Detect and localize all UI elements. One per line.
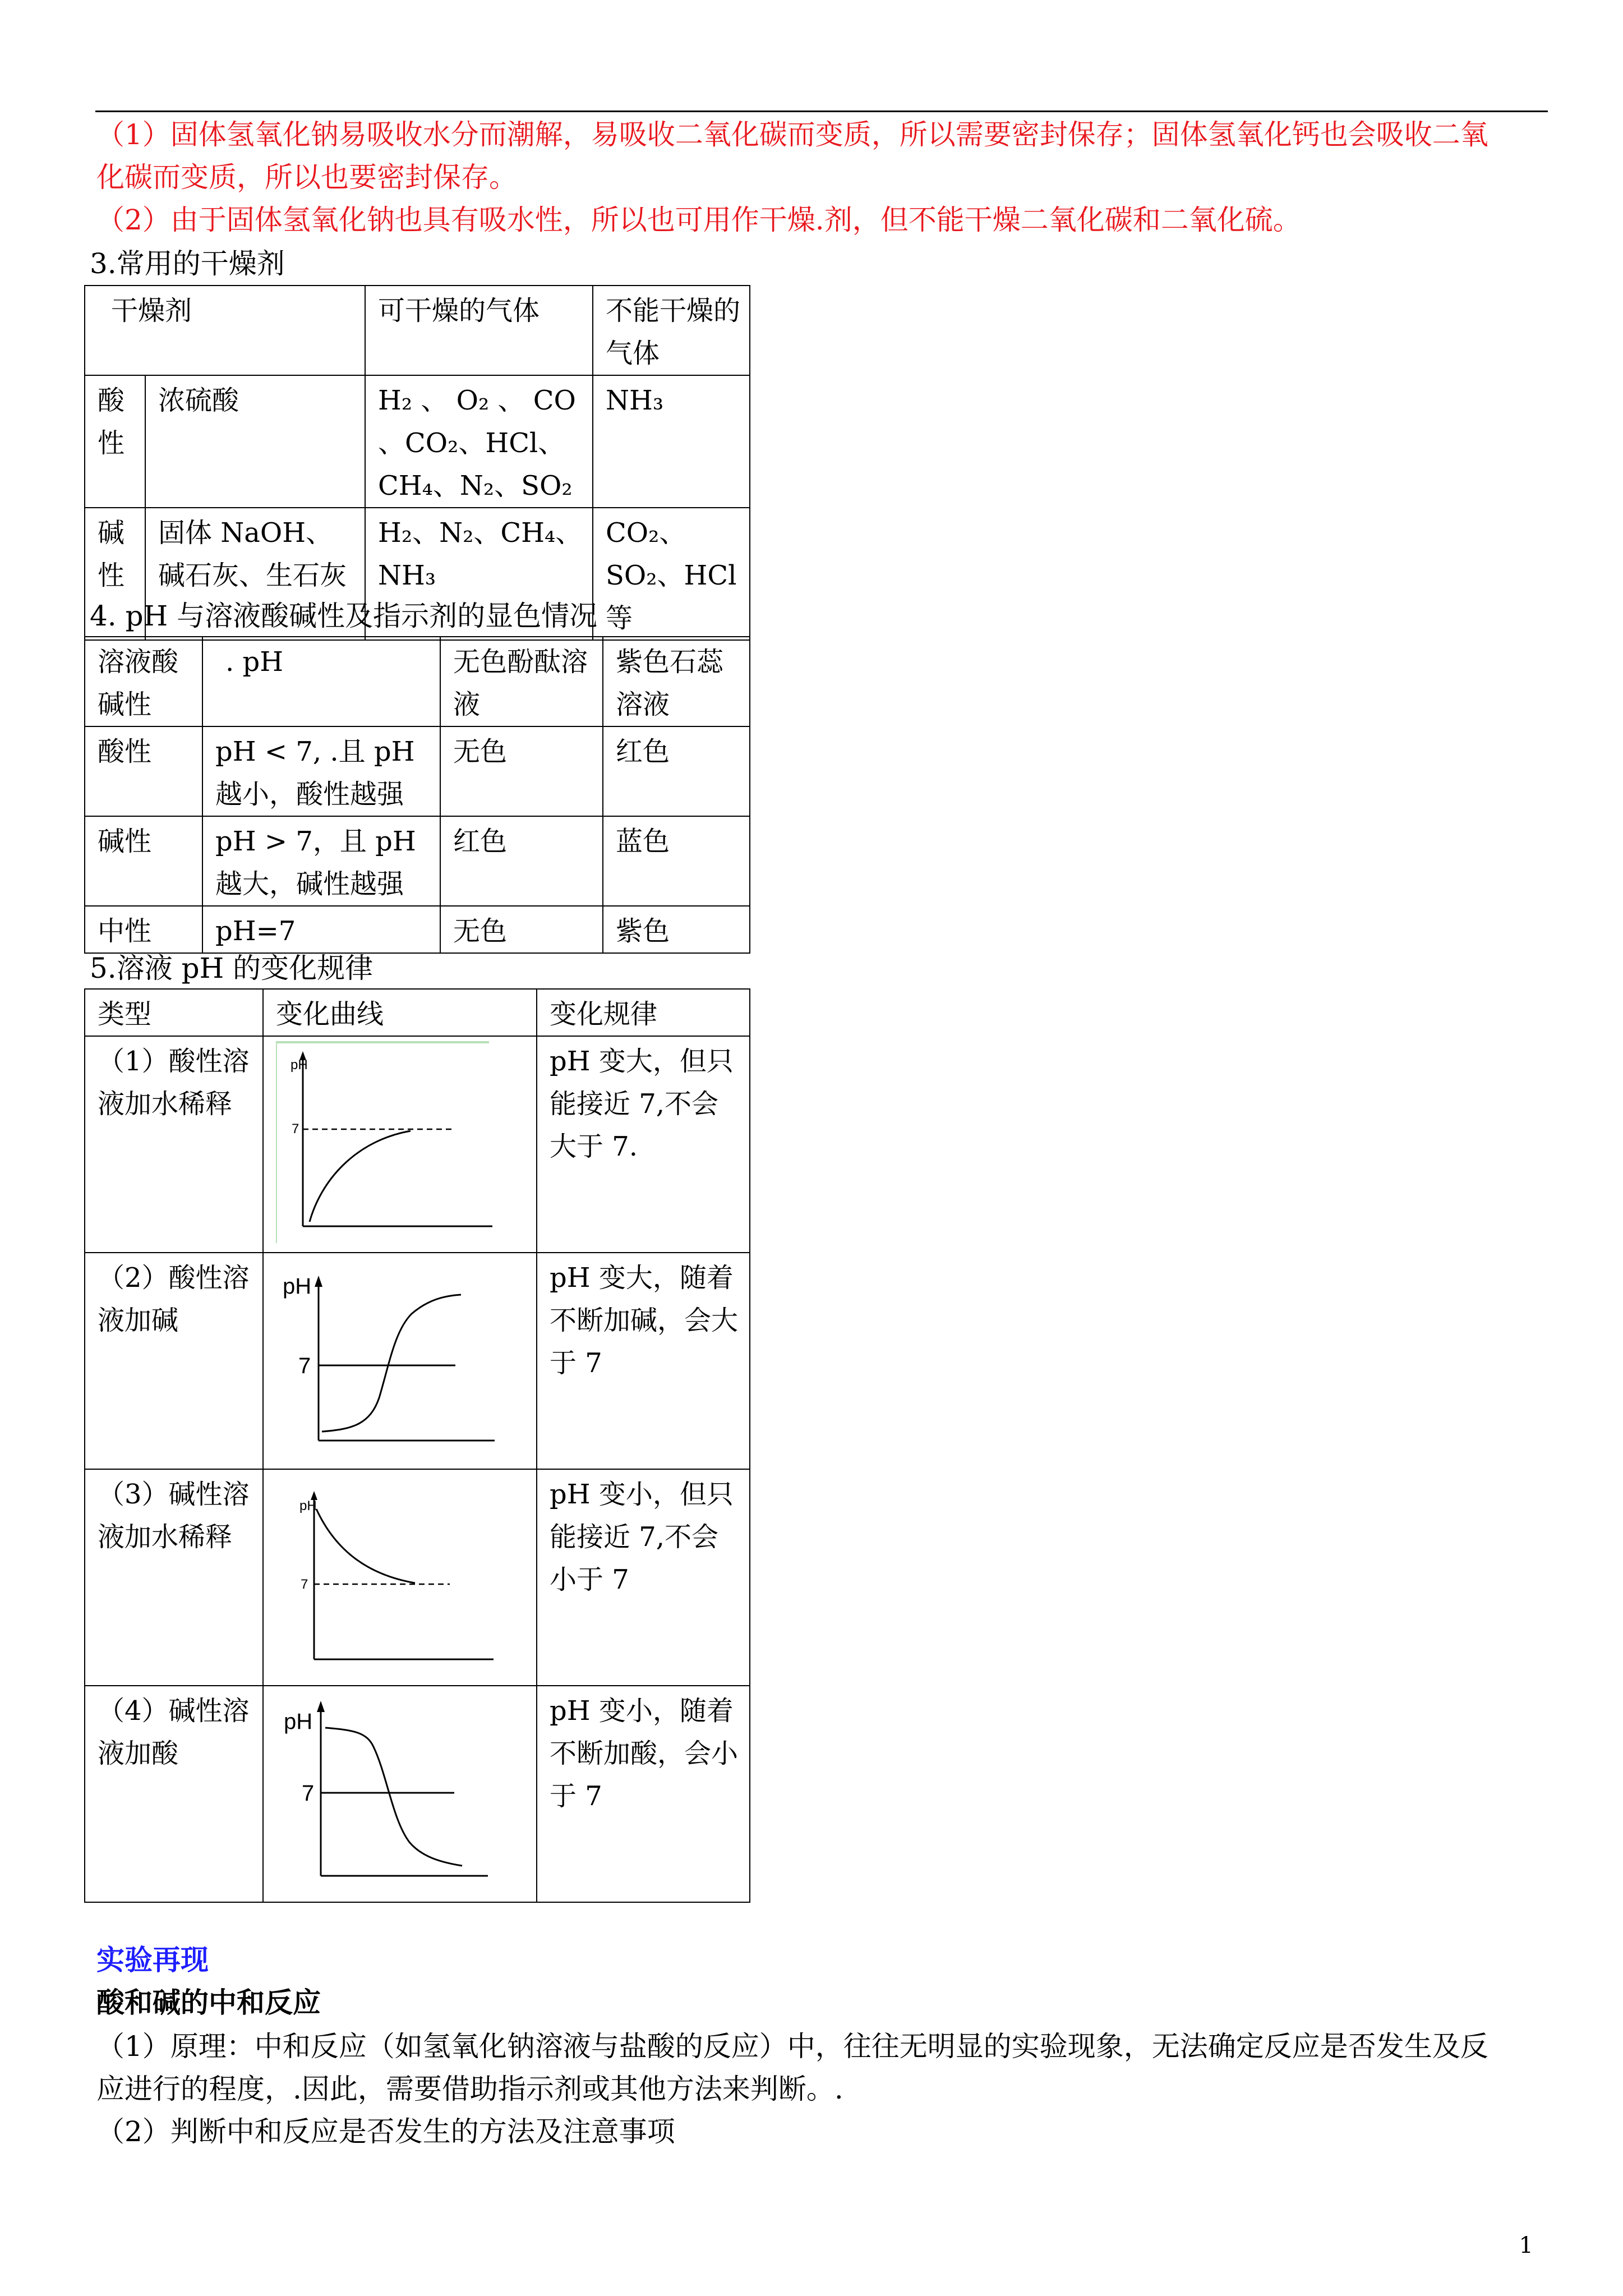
curve-acid-dilution [263,1036,537,1253]
cell-cannot-dry: CO₂、SO₂、HCl 等 [593,508,750,640]
y-axis-label: pH [291,1057,308,1073]
intro-line-3: （2）由于固体氢氧化钠也具有吸水性，所以也可用作干燥.剂，但不能干燥二氧化碳和二氧化硫。 [96,204,1301,236]
table-row [85,726,750,816]
cell-phenolphthalein: 红色 [440,816,603,906]
ph7-label: 7 [301,1577,308,1592]
table-row [85,637,750,726]
ph7-label: 7 [298,1354,311,1378]
y-axis-label: pH [284,1709,313,1734]
cell-type: （3）碱性溶液加水稀释 [85,1469,263,1686]
ph-curve-graph [275,1258,499,1461]
header-curve: 变化曲线 [263,989,537,1036]
header-ph: . pH [202,637,440,726]
table-row [85,375,750,508]
cell-type: （4）碱性溶液加酸 [85,1686,263,1902]
curve-acid-plus-base [263,1253,537,1469]
ph-indicator-table [84,636,750,954]
cell-rule: pH 变小，随着不断加酸，会小于 7 [537,1686,750,1902]
header-cannot-dry: 不能干燥的气体 [593,286,750,375]
section4-heading: 4. pH 与溶液酸碱性及指示剂的显色情况 [90,600,598,632]
table-row [85,1686,750,1902]
cell-ph: pH < 7, .且 pH 越小，酸性越强 [202,726,440,816]
top-rule [95,111,1548,112]
cell-litmus: 红色 [603,726,750,816]
ph-curve-graph [275,1474,499,1677]
ph-change-table [84,988,750,1903]
experiment-line-1: （1）原理：中和反应（如氢氧化钠溶液与盐酸的反应）中，往往无明显的实验现象，无法确定反应是否发生及反 [96,2030,1488,2063]
section5-heading: 5.溶液 pH 的变化规律 [90,952,374,984]
ph-curve [316,1509,415,1583]
header-litmus: 紫色石蕊溶液 [603,637,750,726]
header-can-dry: 可干燥的气体 [365,286,593,375]
intro-line-2: 化碳而变质，所以也要密封保存。 [96,161,517,194]
cell-can-dry: H₂、N₂、CH₄、NH₃ [365,508,593,640]
ph7-label: 7 [292,1121,299,1137]
cell-rule: pH 变大，但只能接近 7,不会大于 7. [537,1036,750,1253]
cell-acidity: 碱性 [85,816,202,906]
cell-type: （1）酸性溶液加水稀释 [85,1036,263,1253]
y-axis-arrow [317,1701,325,1712]
cell-type: （2）酸性溶液加碱 [85,1253,263,1469]
table-row [85,906,750,953]
experiment-subtitle: 酸和碱的中和反应 [96,1986,321,2019]
desiccant-table [84,285,750,641]
experiment-line-3: （2）判断中和反应是否发生的方法及注意事项 [96,2115,675,2148]
table-row [85,1469,750,1686]
cell-agent: 浓硫酸 [145,375,365,508]
header-desiccant: 干燥剂 [85,286,365,375]
cell-rule: pH 变小，但只能接近 7,不会小于 7 [537,1469,750,1686]
header-phenolphthalein: 无色酚酞溶液 [440,637,603,726]
cell-ph: pH=7 [202,906,440,953]
y-axis-arrow [315,1276,322,1287]
table-row [85,989,750,1036]
header-type: 类型 [85,989,263,1036]
ph-curve-graph [275,1691,499,1894]
table-row [85,1036,750,1253]
cell-ph: pH > 7，且 pH 越大，碱性越强 [202,816,440,906]
cell-litmus: 蓝色 [603,816,750,906]
section3-heading: 3.常用的干燥剂 [90,247,285,280]
cell-cannot-dry: NH₃ [593,375,750,508]
ph-curve [310,1131,411,1222]
intro-line-1: （1）固体氢氧化钠易吸收水分而潮解，易吸收二氧化碳而变质，所以需要密封保存；固体氢氧化钙也会吸收二氧 [96,118,1488,151]
cell-rule: pH 变大，随着不断加碱，会大于 7 [537,1253,750,1469]
cell-litmus: 紫色 [603,906,750,953]
experiment-title: 实验再现 [96,1943,209,1976]
cell-acidity: 中性 [85,906,202,953]
y-axis-label: pH [283,1274,312,1299]
cell-agent: 固体 NaOH、碱石灰、生石灰 [145,508,365,640]
curve-base-dilution [263,1469,537,1686]
cell-acidity: 酸性 [85,726,202,816]
ph-curve-graph [276,1041,500,1244]
curve-base-plus-acid [263,1686,537,1902]
cell-can-dry: H₂ 、 O₂ 、 CO 、CO₂、HCl、CH₄、N₂、SO₂ [365,375,593,508]
table-row [85,1253,750,1469]
ph-curve [322,1295,461,1432]
header-rule: 变化规律 [537,989,750,1036]
cell-type: 酸性 [85,375,145,508]
header-acidity: 溶液酸碱性 [85,637,202,726]
y-axis-label: pH [299,1498,317,1513]
cell-phenolphthalein: 无色 [440,906,603,953]
page-number: 1 [1519,2233,1533,2258]
table-row [85,286,750,375]
cell-type: 碱性 [85,508,145,640]
cell-phenolphthalein: 无色 [440,726,603,816]
ph-curve [325,1728,462,1866]
ph7-label: 7 [302,1781,315,1806]
experiment-line-2: 应进行的程度，.因此，需要借助指示剂或其他方法来判断。. [96,2073,843,2105]
table-row [85,816,750,906]
